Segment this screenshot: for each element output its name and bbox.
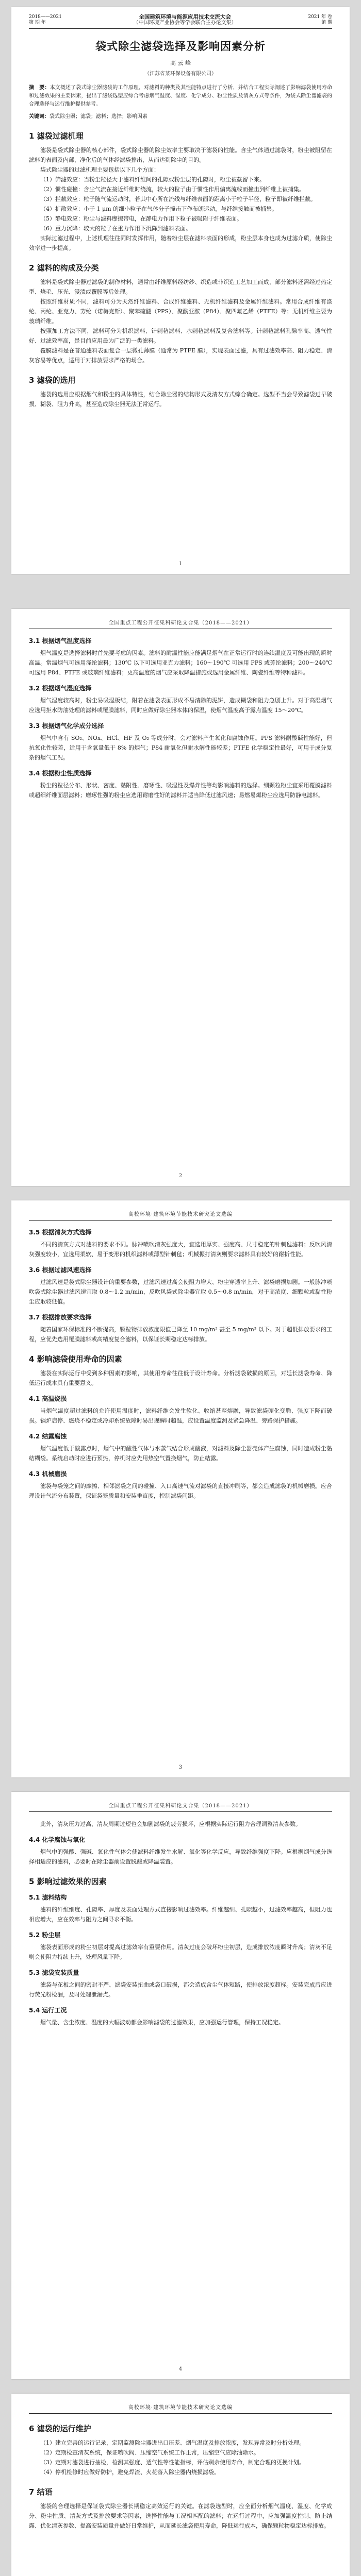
subsection-heading: 3.5 根据清灰方式选择	[29, 1229, 92, 1236]
header-journal-name: 全国建筑环境与能源应用技术交流大会	[139, 14, 231, 20]
paragraph: 烟气中的强酸、强碱、氧化性气体会使滤料纤维发生水解、氧化等化学反应，导致纤维强度下降。应根据烟气成分选择相适应的滤料，必要时在除尘器前设置脱酸或降温装置。	[29, 1849, 332, 1865]
paragraph: 滤袋的合理选择是保证袋式除尘器长期稳定高效运行的关键。在滤袋选型时，应全面分析烟气温度、湿度、化学成分、粉尘性质、清灰方式及排放要求等因素，选择性能与工况相匹配的滤料；在运行过程中，应加强温度控制、防止结露、优化清灰参数、提高安装质量并做好日常维护，从而延长滤袋使用寿命，降低运行成本，确保颗粒物稳定达标排放。	[29, 2503, 332, 2529]
section-heading: 3 滤袋的选用	[29, 376, 76, 385]
list-item: （2）定期检查清灰系统，保证喷吹阀、压缩空气系统工作正常，压缩空气应除油除水。	[40, 2449, 259, 2456]
list-item: （3）定期对滤袋进行抽检，检测其强度、透气性等性能指标，评估剩余使用寿命，制定合理的更换计划。	[40, 2459, 305, 2466]
list-item: （6）重力沉降：较大的粒子在重力作用下沉降到滤料表面。	[40, 225, 191, 232]
subsection-heading: 4.3 机械磨损	[29, 1470, 67, 1478]
page-number: 3	[178, 1765, 183, 1770]
paragraph: 实际过滤过程中，上述机理往往同时发挥作用，随着粉尘层在滤料表面的形成，粉尘层本身也成为过滤介质，使除尘效率进一步提高。	[29, 235, 332, 251]
paper-page-3	[11, 1200, 350, 1777]
keywords-label: 关键词：	[29, 114, 50, 120]
section-heading: 2 滤料的构成及分类	[29, 263, 99, 273]
paragraph: 不同的清灰方式对滤料的要求不同。脉冲喷吹清灰强度大，宜选用厚实、强度高、尺寸稳定的针刺毡滤料；反吹风清灰强度较小，宜选用柔软、易于变形的机织滤料或薄型针刺毡；机械振打清灰则要求滤料具有较好的耐折性能。	[29, 1241, 332, 1258]
paragraph: 粉尘的粒径分布、形状、密度、黏附性、磨琢性、吸湿性及爆炸性等均影响滤料的选择。细颗粒粉尘宜采用覆膜滤料或超细纤维面层滤料；磨琢性强的粉尘应选用耐磨性好的滤料并适当降低过滤风速；易燃易爆粉尘应选用防静电滤料。	[29, 782, 332, 799]
header-left: 2018——2021 第 期 年	[29, 14, 62, 25]
paragraph: 当烟气温度超过滤料的允许使用温度时，滤料纤维会发生软化、收缩甚至熔融，导致滤袋硬化变脆、强度下降而破损。锅炉启停、燃烧不稳定或冷却系统故障时易出现瞬时超温，应设置温度监测及紧急降温、旁路保护措施。	[29, 1408, 332, 1424]
subsection-heading: 5.4 运行工况	[29, 2007, 67, 2014]
paper-affiliation: （江苏省某环保设备有限公司）	[144, 71, 217, 77]
keywords	[29, 113, 332, 121]
paragraph: 烟气量、含尘浓度、温度的大幅波动都会影响滤袋的过滤效果，应加强运行管理，保持工况稳定。	[40, 2019, 284, 2026]
header-center	[134, 14, 237, 26]
paragraph: 按照纤维材质不同，滤料可分为天然纤维滤料、合成纤维滤料、无机纤维滤料及金属纤维滤料。常用合成纤维有涤纶、丙纶、亚克力、芳纶（诺梅克斯）、聚苯硫醚（PPS）、聚酰亚胺（P84）、聚四氟乙烯（PTFE）等；无机纤维主要为玻璃纤维。	[29, 298, 332, 325]
paragraph: 滤袋是袋式除尘器的核心部件，袋式除尘器的除尘效率主要取决于滤袋的性能。含尘气体通过滤袋时，粉尘被阻留在滤料的表面及内部，净化后的气体经滤袋排出，从而达到除尘的目的。	[29, 147, 332, 163]
paragraph: 滤料是袋式除尘器过滤袋的制作材料，通常由纤维原料经纺纱、织造或非织造工艺加工而成，部分滤料还需经过热定型、烧毛、压光、浸渍或覆膜等后处理。	[29, 279, 332, 295]
paragraph: 滤袋与袋笼之间的摩擦、相邻滤袋之间的碰撞、入口高速气流对滤袋的直接冲刷等，都会造成滤袋的机械磨损。应合理设计气流分布装置，保证袋笼质量和安装垂直度，控制滤袋间距。	[29, 1483, 332, 1499]
abstract-text: 本文概述了袋式除尘器滤袋的工作原理，对滤料的种类及其性能特点进行了分析，并结合工程实际阐述了影响滤袋使用寿命和过滤效果的主要因素，提出了滤袋选型应综合考虑烟气温度、湿度、化学成分、粉尘性质及清灰方式等条件，为袋式除尘器滤袋的合理选择与运行维护提供参考。	[29, 85, 333, 107]
subsection-heading: 3.3 根据烟气化学成分选择	[29, 722, 104, 730]
section-heading: 6 滤袋的运行维护	[29, 2424, 91, 2433]
subsection-heading: 3.2 根据烟气湿度选择	[29, 685, 92, 692]
page-number: 2	[178, 1173, 183, 1179]
paper-page-2	[11, 609, 350, 1186]
paragraph: 烟气中含有 SO₂、NOx、HCl、HF 及 O₂ 等成分时，会对滤料产生氧化和腐蚀作用。PPS 滤料耐酸碱性能好，但抗氧化性较差，适用于含氧量低于 8% 的烟气；P84 耐氧化但耐水解性能较差；PTFE 化学稳定性最好，可用于成分复杂的烟气工况。	[29, 735, 332, 761]
header-journal-sub: （中国环境产业协会等学会联合主办论文集）	[133, 20, 237, 26]
abstract	[29, 84, 332, 109]
subsection-heading: 4.2 结露腐蚀	[29, 1433, 67, 1440]
paragraph: 滤袋在实际运行中受到多种因素的影响，其使用寿命往往低于设计寿命。分析滤袋破损的原因，对延长滤袋寿命、降低运行成本具有重要意义。	[29, 1370, 332, 1386]
abstract-label: 摘 要：	[29, 85, 50, 91]
list-item: （2）惯性碰撞：含尘气流在接近纤维时绕流，较大的粒子由于惯性作用偏离流线而撞击到纤维上被捕集。	[40, 186, 305, 193]
running-header: 高校环境·建筑环境节能技术研究论文选编	[29, 2394, 332, 2414]
paragraph: 滤袋的选用应根据烟气和粉尘的具体特性，结合除尘器的结构形式及清灰方式综合确定。选型不当会导致滤袋过早破损、糊袋、阻力升高，甚至造成除尘器无法正常运行。	[29, 391, 332, 408]
page-number: 1	[178, 561, 183, 567]
subsection-heading: 3.4 根据粉尘性质选择	[29, 770, 92, 777]
page-header	[29, 7, 332, 29]
header-right: 2021 年 卷 第 期	[308, 14, 332, 25]
section-heading: 7 结语	[29, 2487, 53, 2497]
list-item: （1）建立完善的运行记录，定期监测除尘器进出口压差、烟气温度及排放浓度，发现异常及时分析处理。	[40, 2439, 305, 2446]
paragraph: 烟气温度低于酸露点时，烟气中的酸性气体与水蒸气结合形成酸液，对滤料及除尘器壳体产生腐蚀，同时造成粉尘黏结糊袋。系统启动时应进行预热，停机时应先用热空气置换烟气，防止结露。	[29, 1445, 332, 1462]
subsection-heading: 3.6 根据过滤风速选择	[29, 1266, 92, 1274]
subsection-heading: 3.1 根据烟气温度选择	[29, 637, 92, 645]
list-item: （4）扩散效应：小于 1 μm 的细小粒子在气体分子撞击下作布朗运动，与纤维接触而被捕集。	[40, 206, 278, 212]
subsection-heading: 3.7 根据排放要求选择	[29, 1314, 92, 1321]
paper-page-1	[11, 7, 350, 574]
paper-page-4	[11, 1792, 350, 2379]
paper-author: 高 云 峰	[170, 60, 191, 66]
paper-title: 袋式除尘滤袋选择及影响因素分析	[95, 40, 266, 53]
paragraph: 滤袋表面形成的粉尘初层对提高过滤效率有重要作用。清灰过度会破坏粉尘初层，造成排放浓度瞬时升高；清灰不足则会使阻力持续上升，处理风量下降。	[29, 1944, 332, 1960]
paper-page-5	[11, 2394, 350, 2576]
paragraph: 滤料的纤维细度、孔隙率、厚度及表面处理方式直接影响过滤效率。纤维越细、孔隙越小，过滤效率越高，但阻力也相应增大，应在效率与阻力之间寻求平衡。	[29, 1906, 332, 1923]
paragraph: 袋式除尘器的过滤机理主要包括以下几个方面：	[40, 166, 159, 173]
running-header: 全国重点工程公开征集科研论文合集（2018——2021）	[29, 609, 332, 629]
keywords-text: 袋式除尘器；滤袋；滤料；选择；影响因素	[50, 114, 147, 120]
running-header: 高校环境·建筑环境节能技术研究论文选编	[29, 1200, 332, 1221]
paragraph: 按照加工方法不同，滤料可分为机织滤料、针刺毡滤料、水刺毡滤料及复合滤料等。针刺毡滤料孔隙率高、透气性好、过滤效率高，是目前应用最为广泛的一类滤料。	[29, 328, 332, 344]
section-heading: 1 滤袋过滤机理	[29, 131, 84, 141]
list-item: （4）停机检修时应做好防护，避免焊渣、火花落入除尘器内烧损滤袋。	[40, 2469, 220, 2476]
subsection-heading: 5.3 滤袋安装质量	[29, 1969, 79, 1976]
paragraph: 过滤风速是袋式除尘器设计的重要参数，过滤风速过高会使阻力增大、粉尘穿透率上升、滤袋磨损加剧。一般脉冲喷吹袋式除尘器过滤风速宜取 0.8～1.2 m/min，反吹风袋式除尘器宜取 0.5～0.8 m/min，对于高浓度、细颗粒或黏性粉尘应取较低值。	[29, 1279, 332, 1305]
paragraph: 滤袋与花板之间的密封不严、滤袋安装扭曲或袋口破损，都会造成含尘气体短路，使排放浓度超标。安装完成后应进行荧光粉检漏，及时处理泄漏点。	[29, 1981, 332, 1998]
running-header: 全国重点工程公开征集科研论文合集（2018——2021）	[29, 1792, 332, 1812]
section-heading: 5 影响过滤效果的因素	[29, 1877, 107, 1886]
paragraph: 覆膜滤料是在普通滤料表面复合一层微孔薄膜（通常为 PTFE 膜），实现表面过滤，具有过滤效率高、阻力稳定、清灰容易等优点，适用于对排放要求严格的场合。	[29, 347, 332, 364]
paragraph: 烟气温度是选择滤料时首先要考虑的因素。滤料的耐温性能应能满足烟气在正常运行时的连续温度及可能出现的瞬时高温。常温烟气可选用涤纶滤料；130℃ 以下可选用亚克力滤料；160～190℃ 可选用 PPS 或芳纶滤料；200～240℃ 可选用 P84、PTFE 或玻璃纤维滤料；更高温度的烟气应采取降温措施或选用金属纤维、陶瓷纤维等特种滤料。	[29, 650, 332, 676]
subsection-heading: 5.1 滤料结构	[29, 1894, 67, 1901]
paragraph: 烟气湿度较高时，粉尘易吸湿板结，附着在滤袋表面形成不易清除的泥饼，造成糊袋和阻力急剧上升。对于高湿烟气应选用拒水防油处理的滤料或覆膜滤料，同时应做好除尘器本体的保温，使烟气温度高于露点温度 15～20℃。	[29, 697, 332, 714]
subsection-heading: 4.4 化学腐蚀与氧化	[29, 1836, 86, 1843]
list-item: （5）静电效应：粉尘与滤料摩擦带电，在静电力作用下粒子被吸附于纤维表面。	[40, 215, 242, 222]
subsection-heading: 4.1 高温烧损	[29, 1395, 67, 1402]
section-heading: 4 影响滤袋使用寿命的因素	[29, 1354, 122, 1364]
paragraph: 此外，清灰压力过高、清灰周期过短也会加剧滤袋的疲劳损坏，应根据实际运行阻力合理调整清灰参数。	[40, 1821, 301, 1827]
page-number: 4	[178, 2366, 183, 2372]
paragraph: 随着国家环保标准的不断提高，颗粒物排放浓度限值已降至 10 mg/m³ 甚至 5 mg/m³ 以下。对于超低排放要求的工程，应优先选用覆膜滤料或高精度复合滤料，以保证长期稳定达标排放。	[29, 1326, 332, 1343]
list-item: （3）拦截效应：粒子随气流运动时，若其中心所在流线与纤维表面的距离小于粒子半径，粒子即被纤维拦截。	[40, 196, 316, 202]
subsection-heading: 5.2 粉尘层	[29, 1931, 61, 1939]
list-item: （1）筛滤效应：当粉尘粒径大于滤料纤维间的孔隙或粉尘层的孔隙时，粉尘被截留下来。	[40, 176, 265, 183]
